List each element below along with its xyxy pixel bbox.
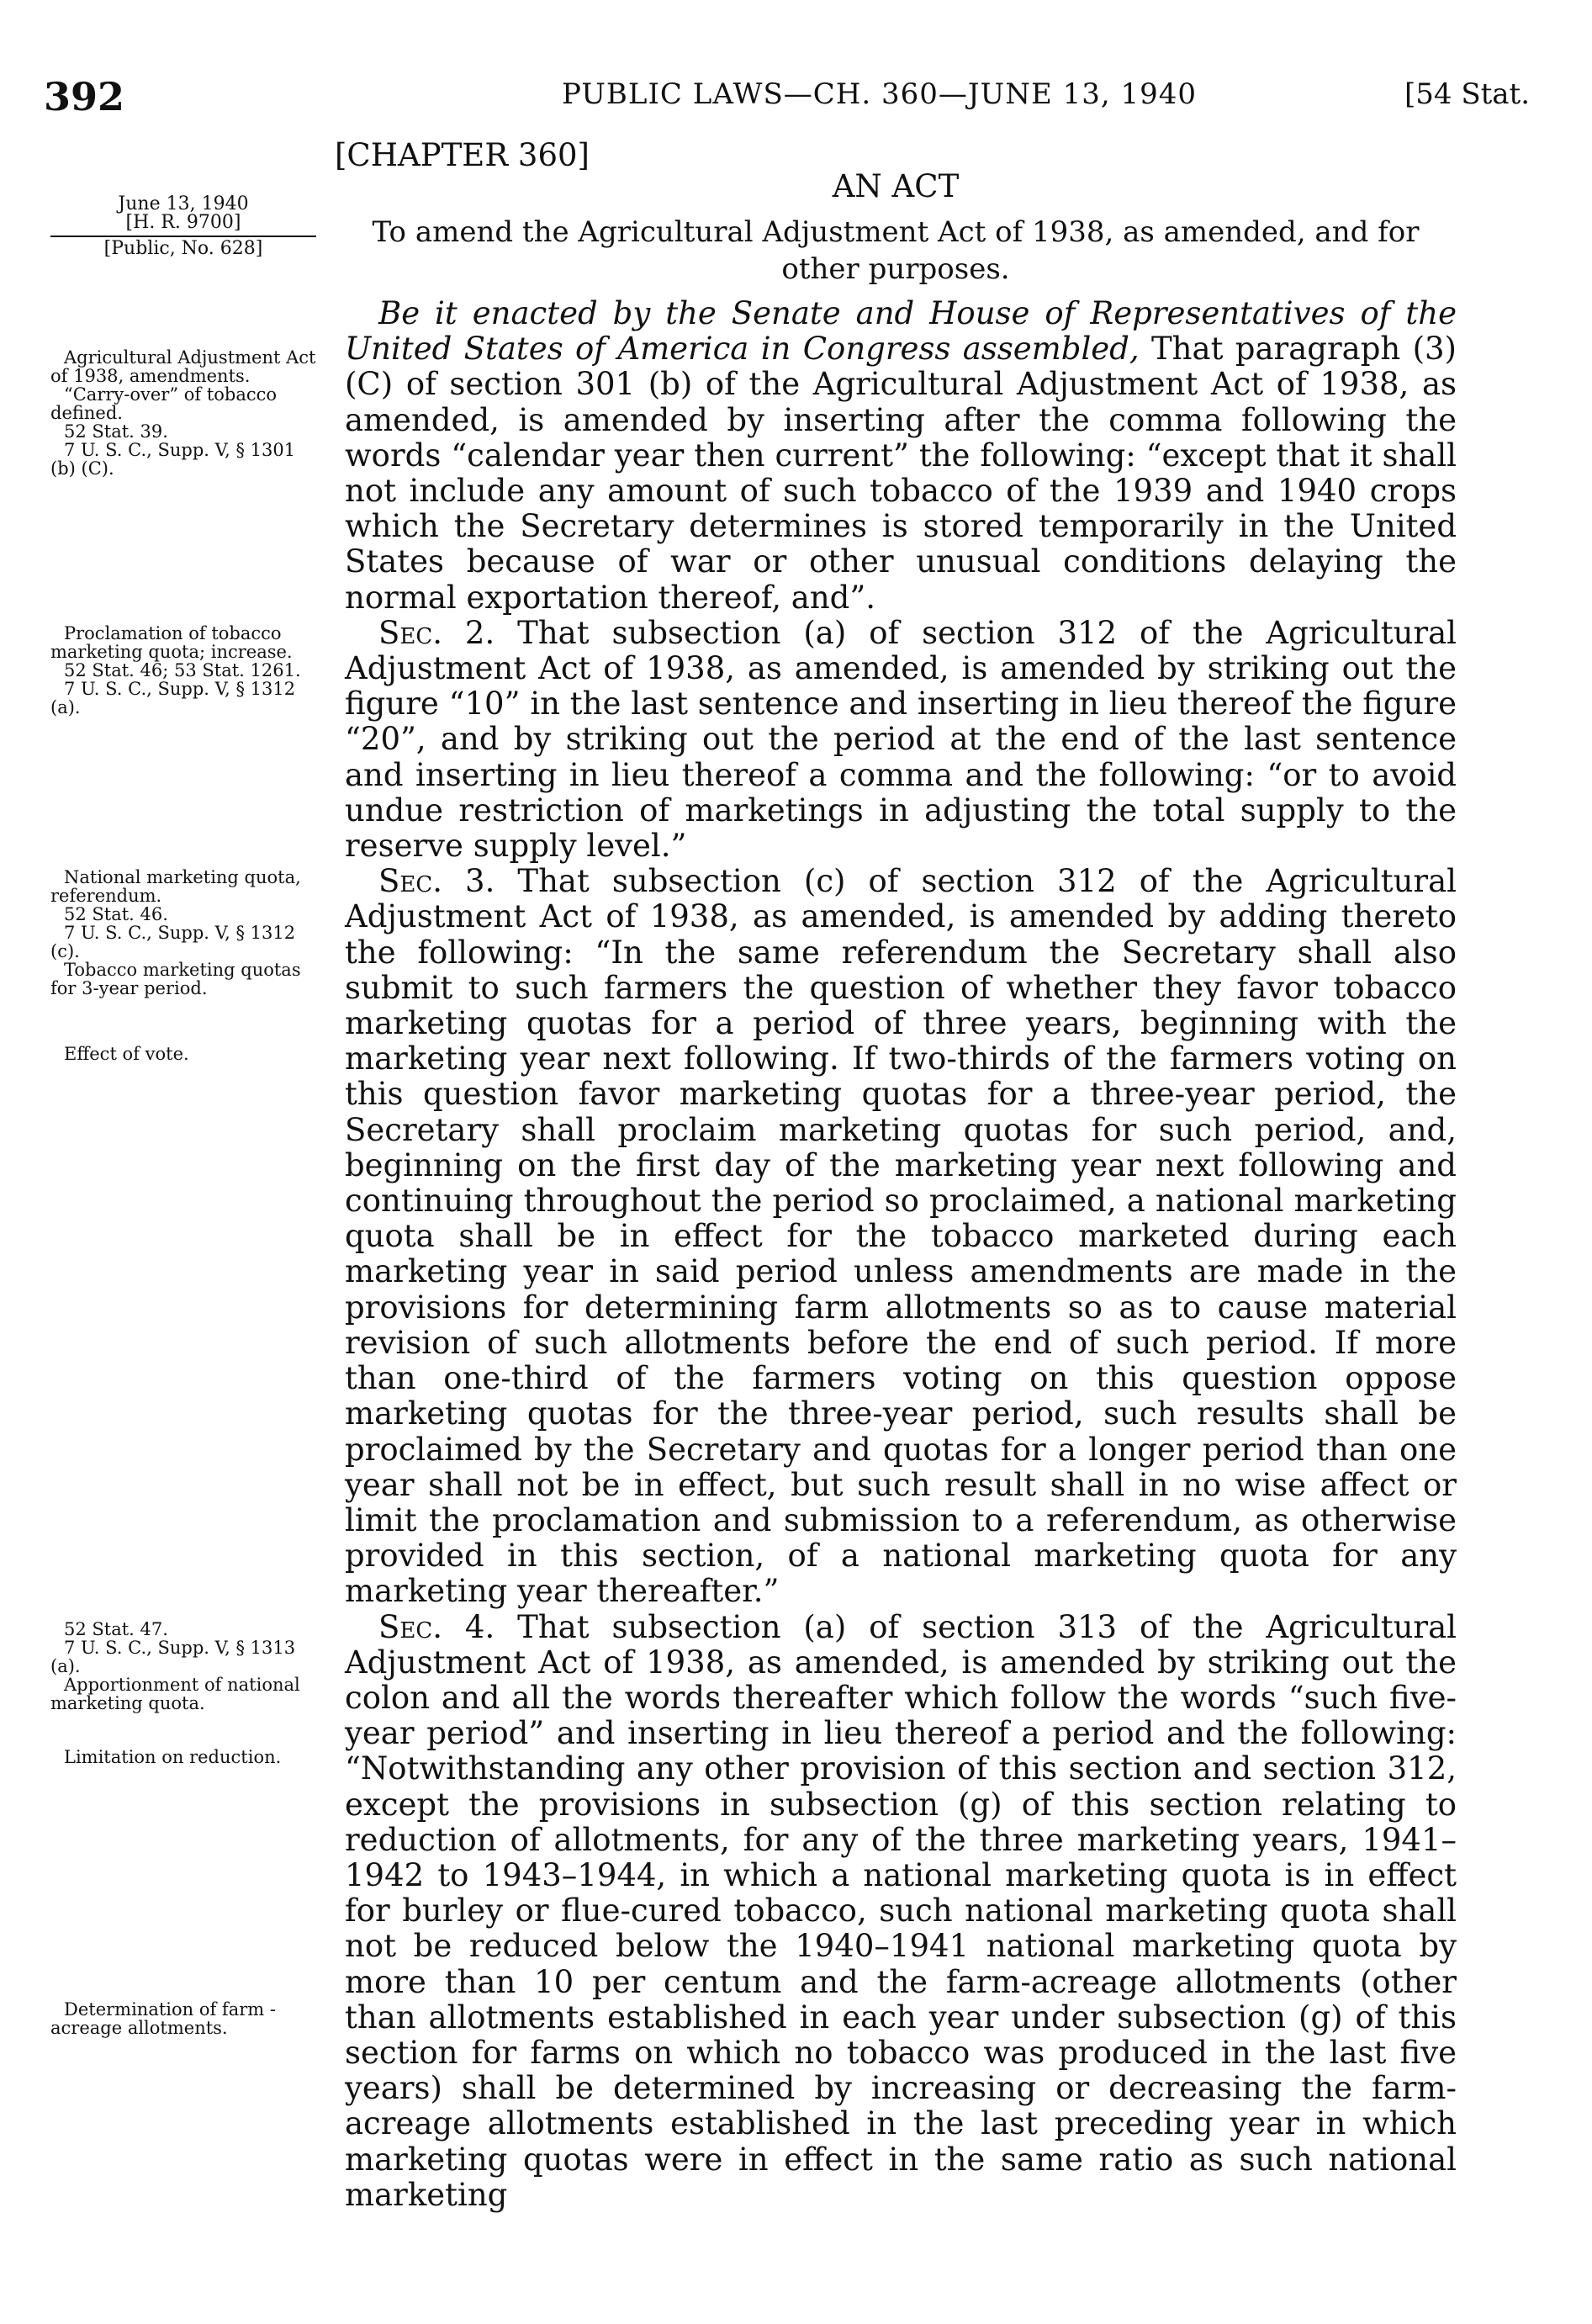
- sidenote-line: 52 Stat. 39.: [64, 421, 168, 442]
- sidenote-line: Agricultural Adjustment Act of 1938, amendments.: [50, 347, 316, 386]
- section-3-text: That subsection (c) of section 312 of the Agricultural Adjustment Act of 1938, as amended, is amended by adding thereto the following: “In the same referendum the Secretary shall also submit to such farmers the question of whether they favor tobacco marketing quotas for a period of three years, beginning with the marketing year next following. If two-thirds of the farmers voting on this question favor marketing quotas for a three-year period, the Secretary shall proclaim marketing quotas for such period, and, beginning on the first day of the marketing year next following and continuing throughout the period so proclaimed, a national marketing quota shall be in effect for the tobacco marketed during each marketing year in said period unless amendments are made in the provisions for determining farm allotments so as to cause material revision of such allotments before the end of such period. If more than one-third of the farmers voting on this question oppose marketing quotas for the three-year period, such results shall be proclaimed by the Secretary and quotas for a longer period than one year shall not be in effect, but such result shall in no wise affect or limit the proclamation and submission to a referendum, as otherwise provided in this section, of a national marketing quota for any marketing year thereafter.”: [345, 863, 1457, 1610]
- sidenote-line: 7 U. S. C., Supp. V, § 1312 (c).: [50, 923, 296, 961]
- sidenote-line: 7 U. S. C., Supp. V, § 1313 (a).: [50, 1638, 296, 1676]
- sidenote-line: Effect of vote.: [64, 1044, 189, 1064]
- enactment-date: June 13, 1940: [118, 193, 249, 214]
- sidenote-line: Apportionment of national marketing quota.: [50, 1675, 300, 1713]
- page-number: 392: [44, 74, 125, 119]
- sidenote-section-3: [50, 868, 318, 998]
- sidenote-section-2: [50, 624, 318, 717]
- date-sidenote: [50, 195, 316, 258]
- sidenote-section-4: [50, 1620, 318, 1713]
- section-3-label: Sec. 3.: [378, 863, 495, 900]
- enacting-clause: Be it enacted by the Senate and House of Representatives of the United States of America in Congress assembled,: [345, 295, 1457, 368]
- section-4: [345, 1610, 1457, 2213]
- sidenote-line: Proclamation of tobacco marketing quota; increase.: [50, 623, 293, 662]
- sidenote-line: 52 Stat. 47.: [64, 1619, 168, 1639]
- section-2-text: That subsection (a) of section 312 of the Agricultural Adjustment Act of 1938, as amended, is amended by striking out the figure “10” in the last sentence and inserting in lieu thereof the figure “20”, and by striking out the period at the end of the last sentence and inserting in lieu thereof a comma and the following: “or to avoid undue restriction of marketings in adjusting the total supply to the reserve supply level.”: [345, 614, 1457, 865]
- running-head: PUBLIC LAWS—CH. 360—JUNE 13, 1940: [562, 77, 1197, 111]
- chapter-heading: [CHAPTER 360]: [335, 137, 590, 173]
- section-4-label: Sec. 4.: [378, 1608, 495, 1645]
- sidenote-line: 7 U. S. C., Supp. V, § 1301 (b) (C).: [50, 440, 296, 479]
- sidenote-line: Tobacco marketing quotas for 3-year period.: [50, 960, 301, 998]
- sidenote-line: 52 Stat. 46; 53 Stat. 1261.: [64, 660, 301, 680]
- sidenote-line: National marketing quota, referendum.: [50, 867, 301, 906]
- act-purpose: To amend the Agricultural Adjustment Act of 1938, as amended, and for other purposes.: [372, 215, 1420, 286]
- sidenote-effect-of-vote: [50, 1045, 318, 1063]
- section-1-text: That paragraph (3) (C) of section 301 (b) of the Agricultural Adjustment Act of 1938, as amended, is amended by inserting after the comma following the words “calendar year then current” the following: “except that it shall not include any amount of such tobacco of the 1939 and 1940 crops which the Secretary determines is stored temporarily in the United States because of war or other unusual conditions delaying the normal exportation thereof, and”.: [345, 331, 1457, 616]
- section-4-text: That subsection (a) of section 313 of the Agricultural Adjustment Act of 1938, as amended, is amended by striking out the colon and all the words thereafter which follow the words “such five-year period” and inserting in lieu thereof a period and the following: “Notwithstanding any other provision of this section and section 312, except the provisions in subsection (g) of this section relating to reduction of allotments, for any of the three marketing years, 1941–1942 to 1943–1944, in which a national marketing quota is in effect for burley or flue-cured tobacco, such national marketing quota shall not be reduced below the 1940–1941 national marketing quota by more than 10 per centum and the farm-acreage allotments (other than allotments established in each year under subsection (g) of this section for farms on which no tobacco was produced in the last five years) shall be determined by increasing or decreasing the farm-acreage allotments established in the last preceding year in which marketing quotas were in effect in the same ratio as such national marketing: [345, 1608, 1457, 2213]
- act-body: [345, 296, 1457, 2213]
- sidenote-determination: [50, 2000, 318, 2037]
- sidenote-section-1: [50, 348, 318, 478]
- section-3: [345, 864, 1457, 1609]
- sidenote-line: “Carry-over” of tobacco defined.: [50, 384, 278, 423]
- bill-number: [H. R. 9700]: [125, 212, 241, 233]
- section-2-label: Sec. 2.: [378, 614, 495, 651]
- sidenote-line: 52 Stat. 46.: [64, 904, 168, 924]
- sidenote-line: Limitation on reduction.: [64, 1747, 282, 1767]
- act-title: AN ACT: [832, 168, 960, 204]
- volume-reference: [54 Stat.: [1404, 77, 1531, 111]
- sidenote-line: Determination of farm - acreage allotments.: [50, 1999, 276, 2038]
- section-2: [345, 616, 1457, 864]
- sidenote-line: 7 U. S. C., Supp. V, § 1312 (a).: [50, 679, 296, 717]
- section-1: [345, 296, 1457, 616]
- sidenote-limitation: [50, 1748, 318, 1766]
- public-law-number: [Public, No. 628]: [50, 236, 316, 258]
